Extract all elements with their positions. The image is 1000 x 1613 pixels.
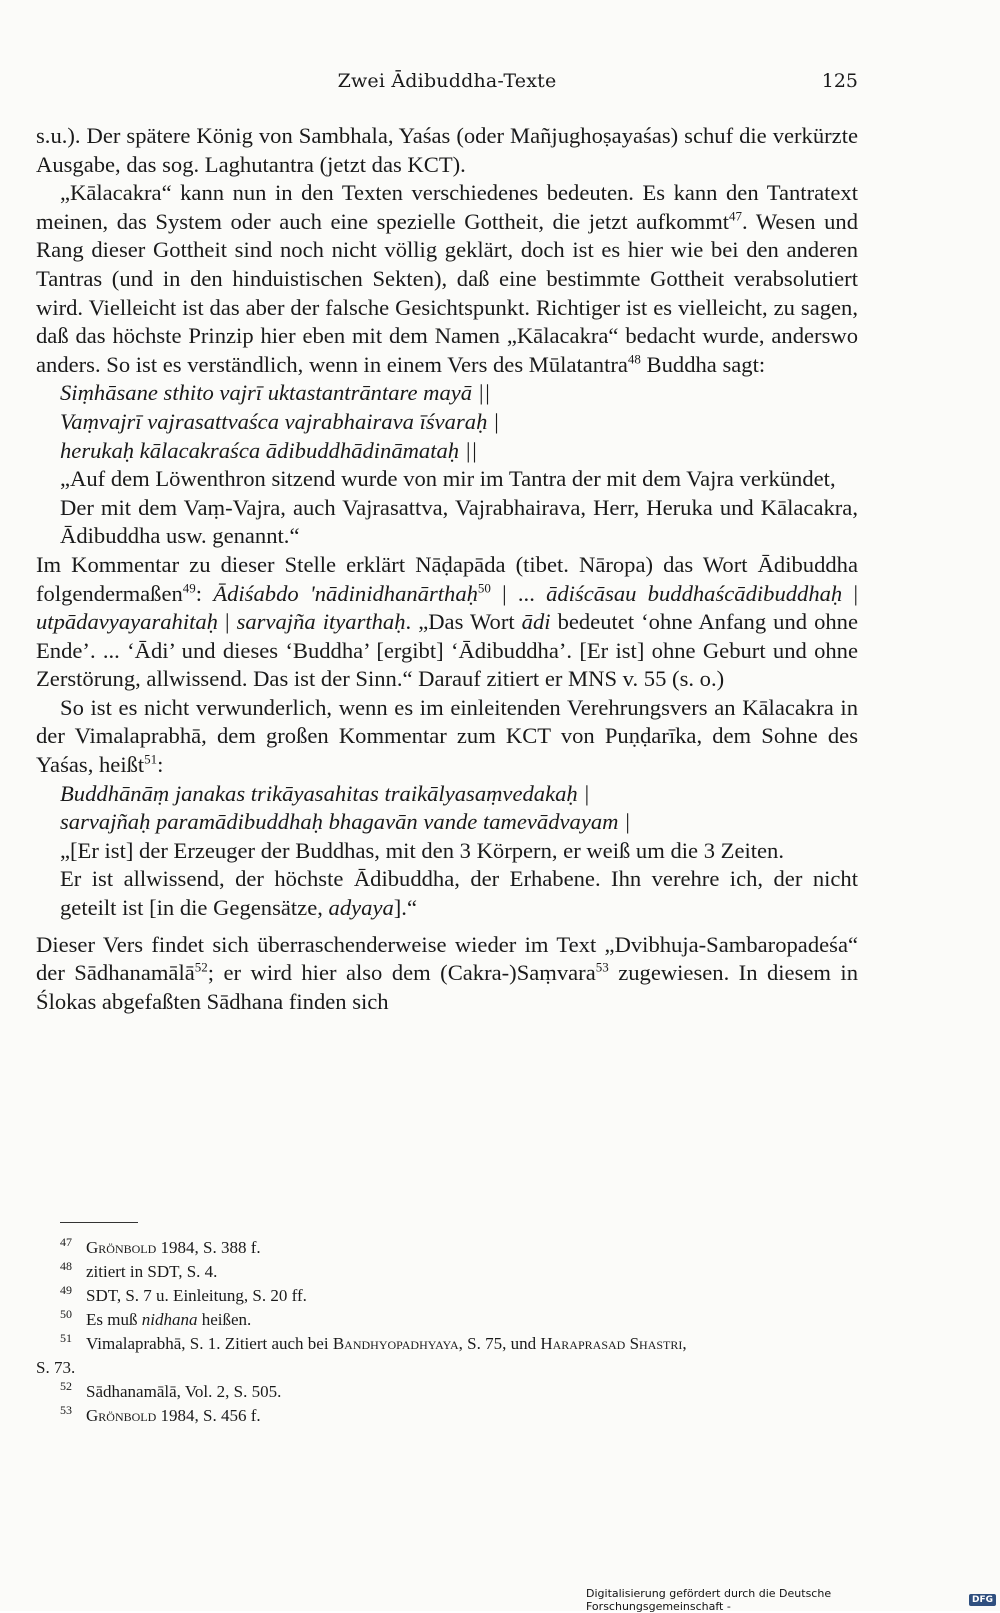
paragraph-5: Dieser Vers findet sich überraschenderweise wieder im Text „Dvibhuja-Sambaropadeśa“ der Sādhanamālā$^{52}$; er wird hier also dem (Cakra-)Saṃvara$^{53}$ zugewiesen. In diesem in Ślokas abgefaßten Sādhana finden sich [36,931,858,1014]
page-number: 125 [821,70,858,92]
footnotes [36,1236,858,1428]
verse-line: Buddhānāṃ janakas trikāyasahitas traikālyasaṃvedakaḥ | [60,780,590,806]
footnote-ref-52[interactable]: 52 [194,959,208,975]
footnote-ref-50[interactable]: 50 [477,579,491,595]
verse-line: sarvajñaḥ paramādibuddhaḥ bhagavān vande tamevādvayam | [60,809,631,835]
verse-line: herukaḥ kālacakraśca ādibuddhādināmataḥ || [60,437,478,463]
translation-line: „Auf dem Löwenthron sitzend wurde von mir im Tantra der mit dem Vajra verkündet, [60,466,836,492]
sanskrit-verse-2 [36,780,858,837]
paragraph-2: „Kālacakra“ kann nun in den Texten verschiedenes bedeuten. Es kann den Tantratext meinen, das System oder auch eine spezielle Gottheit, die jetzt aufkommt$^{47}$. Wesen und Rang dieser Gottheit sind noch nicht völlig geklärt, doch ist es hier wie bei den anderen Tantras (und in den hinduistischen Sekten), daß eine bestimmte Gottheit verabsolutiert wird. Vielleicht ist das aber der falsche Gesichtspunkt. Richtiger ist es vielleicht, zu sagen, daß das höchste Prinzip hier eben mit dem Namen „Kālacakra“ bedacht wurde, anderswo anders. So ist es verständlich, wenn in einem Vers des Mūlatantra$^{48}$ Buddha sagt: [36,180,858,377]
footnote-ref-53[interactable]: 53 [595,959,609,975]
translation-1 [36,465,858,551]
footnote-49: 49 SDT, S. 7 u. Einleitung, S. 20 ff. [60,1283,307,1305]
body-text [36,122,858,1016]
running-title: Zwei Ādibuddha-Texte [337,70,557,92]
footnote-divider [60,1222,138,1223]
footnote-51: 51 Vimalaprabhā, S. 1. Zitiert auch bei Bandhyopadhyaya, S. 75, und Haraprasad Shastri, S. 73. [36,1331,687,1377]
translation-2 [36,837,858,923]
verse-line: Vaṃvajrī vajrasattvaśca vajrabhairava īśvaraḥ | [60,408,500,434]
dfg-logo-icon: DFG [969,1594,996,1606]
footnote-ref-47[interactable]: 47 [729,208,743,224]
footnote-ref-49[interactable]: 49 [182,579,196,595]
footnote-48: 48 zitiert in SDT, S. 4. [60,1259,218,1281]
footnote-52: 52 Sādhanamālā, Vol. 2, S. 505. [60,1379,282,1401]
verse-line: Siṃhāsane sthito vajrī uktastantrāntare mayā || [60,380,491,406]
sanskrit-verse-1 [36,379,858,465]
footnote-47: 47 Grönbold 1984, S. 388 f. [60,1235,261,1257]
paragraph-1: s.u.). Der spätere König von Sambhala, Yaśas (oder Mañjughoṣayaśas) schuf die verkürzte Ausgabe, das sog. Laghutantra (jetzt das KCT). [36,123,858,177]
credit-text: Digitalisierung gefördert durch die Deutsche Forschungsgemeinschaft - [586,1587,832,1613]
translation-line: Er ist allwissend, der höchste Ādibuddha, der Erhabene. Ihn verehre ich, der nicht geteilt ist [in die Gegensätze, adyaya].“ [60,866,858,921]
running-header [36,70,858,100]
footnote-53: 53 Grönbold 1984, S. 456 f. [60,1403,261,1425]
footnote-ref-48[interactable]: 48 [627,351,641,367]
paragraph-4: So ist es nicht verwunderlich, wenn es im einleitenden Verehrungsvers an Kālacakra in der Vimalaprabhā, dem großen Kommentar zum KCT von Puṇḍarīka, dem Sohne des Yaśas, heißt$^{51}$: [36,694,858,778]
translation-line: Der mit dem Vaṃ-Vajra, auch Vajrasattva, Vajrabhairava, Herr, Heruka und Kālacakra, Ādibuddha usw. genannt.“ [60,494,858,549]
footnote-50: 50 Es muß nidhana heißen. [60,1307,252,1329]
footnote-ref-51[interactable]: 51 [144,751,158,767]
digitization-credit [586,1589,1000,1611]
paragraph-3: Im Kommentar zu dieser Stelle erklärt Nāḍapāda (tibet. Nāropa) das Wort Ādibuddha folgendermaßen$^{49}$: Ādiśabdo 'nādinidhanārthaḥ$^{50}$ | ... ādiścāsau buddhaścādibuddhaḥ | utpādavyayarahitaḥ | sarvajña ityarthaḥ. „Das Wort ādi bedeutet ‘ohne Anfang und ohne Ende’. ... ‘Ādi’ und dieses ‘Buddha’ [ergibt] ‘Ādibuddha’. [Er ist] ohne Geburt und ohne Zerstörung, allwissend. Das ist der Sinn.“ Darauf zitiert er MNS v. 55 (s. o.) [36,551,858,692]
translation-line: „[Er ist] der Erzeuger der Buddhas, mit den 3 Körpern, er weiß um die 3 Zeiten. [60,837,785,863]
